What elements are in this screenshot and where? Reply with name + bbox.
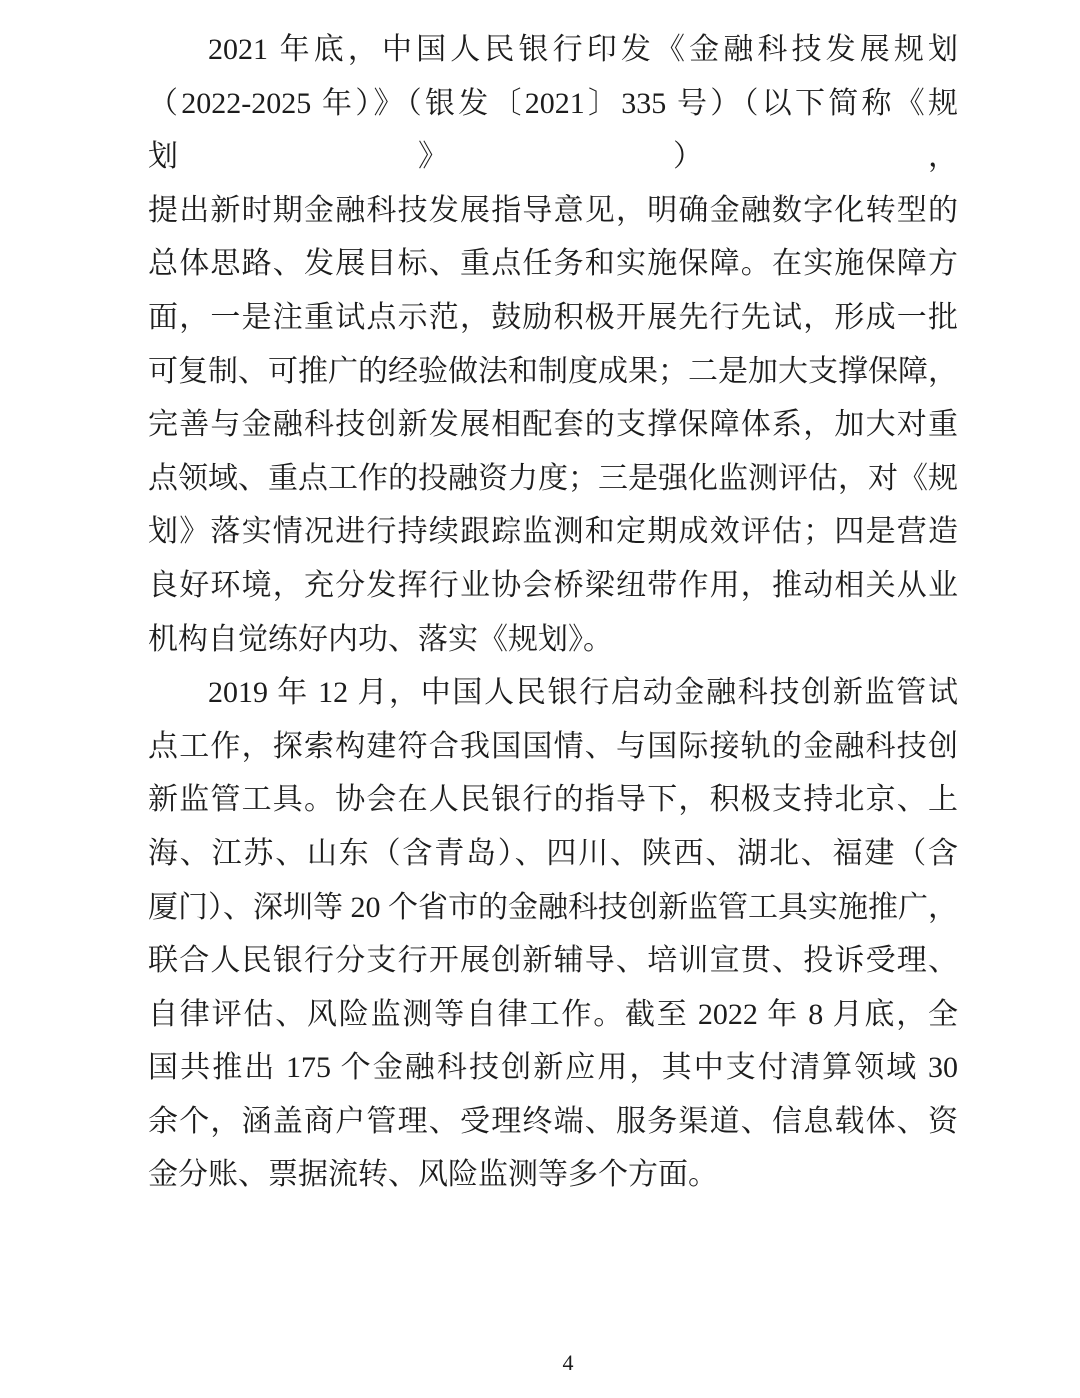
- text-line: 余个，涵盖商户管理、受理终端、服务渠道、信息载体、资: [148, 1104, 958, 1138]
- page-number: 4: [562, 1350, 574, 1375]
- paragraph-2: [148, 666, 958, 1202]
- paragraph-1: [148, 23, 958, 666]
- text-line: 2019 年 12 月，中国人民银行启动金融科技创新监管试: [208, 676, 958, 710]
- text-line: 联合人民银行分支行开展创新辅导、培训宣贯、投诉受理、: [148, 944, 958, 978]
- text-line: （2022-2025 年）》（银发〔2021〕335 号）（以下简称《规划》），: [148, 86, 958, 174]
- text-line: 点工作，探索构建符合我国国情、与国际接轨的金融科技创: [148, 729, 958, 763]
- text-line: 海、江苏、山东（含青岛）、四川、陕西、湖北、福建（含: [148, 836, 958, 870]
- document-body: [148, 23, 958, 1202]
- text-line: 划》落实情况进行持续跟踪监测和定期成效评估；四是营造: [148, 515, 958, 549]
- text-line: 机构自觉练好内功、落实《规划》。: [148, 622, 613, 656]
- text-line: 2021 年底，中国人民银行印发《金融科技发展规划: [208, 33, 958, 66]
- text-line: 新监管工具。协会在人民银行的指导下，积极支持北京、上: [148, 783, 958, 817]
- text-line: 厦门）、深圳等 20 个省市的金融科技创新监管工具实施推广，: [148, 890, 958, 924]
- text-line: 国共推出 175 个金融科技创新应用，其中支付清算领域 30: [148, 1051, 958, 1085]
- text-line: 金分账、票据流转、风险监测等多个方面。: [148, 1158, 718, 1192]
- text-line: 自律评估、风险监测等自律工作。截至 2022 年 8 月底，全: [148, 997, 958, 1031]
- text-line: 可复制、可推广的经验做法和制度成果；二是加大支撑保障，: [148, 354, 958, 388]
- text-line: 总体思路、发展目标、重点任务和实施保障。在实施保障方: [148, 247, 958, 281]
- text-line: 面，一是注重试点示范，鼓励积极开展先行先试，形成一批: [148, 300, 958, 334]
- text-line: 完善与金融科技创新发展相配套的支撑保障体系，加大对重: [148, 408, 958, 442]
- text-line: 良好环境，充分发挥行业协会桥梁纽带作用，推动相关从业: [148, 568, 958, 602]
- text-line: 提出新时期金融科技发展指导意见，明确金融数字化转型的: [148, 193, 958, 227]
- text-line: 点领域、重点工作的投融资力度；三是强化监测评估，对《规: [148, 461, 958, 495]
